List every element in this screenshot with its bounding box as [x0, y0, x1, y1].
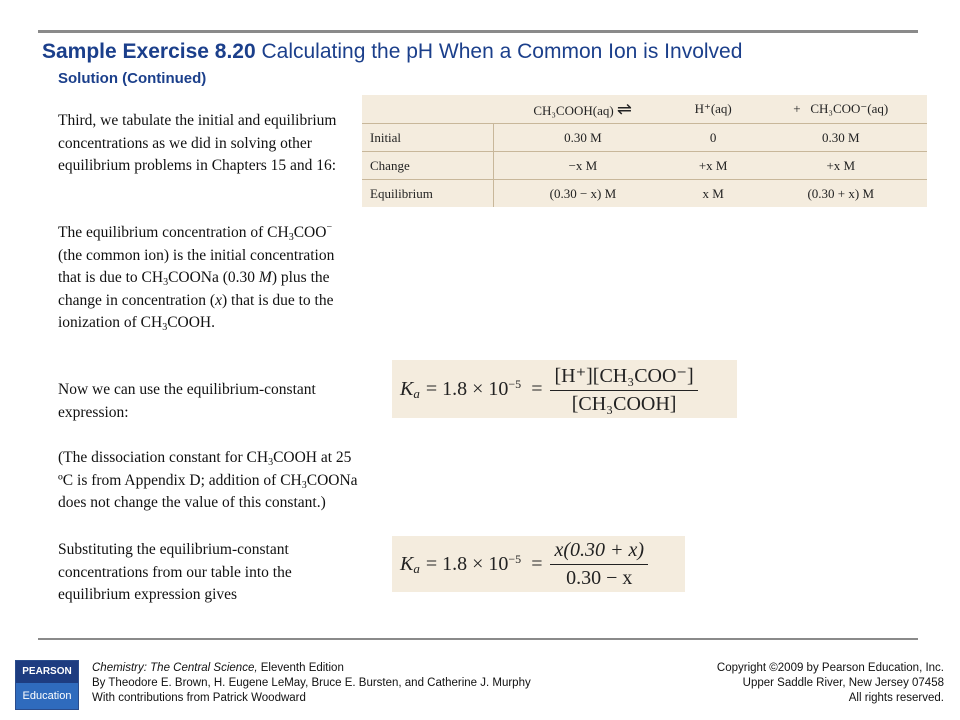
ice-table — [362, 95, 927, 207]
ka-symbol-2: $K_a$ — [400, 552, 420, 576]
paragraph-tabulate: Third, we tabulate the initial and equilibrium concentrations as we did in solving other equilibrium problems in Chapters 15 and 16: — [58, 112, 337, 174]
ka-value: = $1.8 \times 10^{-5}$ — [425, 376, 522, 400]
equation-ka-expression: $K_a$ = $1.8 \times 10^{-5}$ = $\frac{\text{[H⁺][CH₃COO⁻]}}{\text{[CH₃COOH]}}$ — [392, 360, 737, 418]
ice-header-product2: + CH₃COO⁻(aq) — [793, 101, 889, 116]
ka-fraction-2: $\frac{x(0.30 + x)}{0.30 - x}$ — [550, 539, 648, 590]
ice-row-change: Change −x M +x M +x M — [362, 152, 927, 180]
ice-row-equilibrium: Equilibrium (0.30 − x) M x M (0.30 + x) M — [362, 180, 927, 207]
ka-value-2: = $1.8 \times 10^{-5}$ — [425, 551, 522, 575]
ice-header-product1: H⁺(aq) — [694, 101, 732, 116]
top-divider — [38, 30, 918, 33]
footer-copyright: Copyright ©2009 by Pearson Education, Inc. Upper Saddle River, New Jersey 07458 All rights reserved. — [716, 662, 944, 704]
equation-ka-substituted: $K_a$ = $1.8 \times 10^{-5}$ = $\frac{x(0.30 + x)}{0.30 - x}$ — [392, 536, 685, 592]
slide-subtitle: Solution (Continued) — [58, 70, 207, 87]
slide-title: Sample Exercise 8.20 Calculating the pH When a Common Ion is Involved — [42, 40, 743, 63]
footer-book-info: Chemistry: The Central Science, Eleventh Edition By Theodore E. Brown, H. Eugene LeMay, Bruce E. Bursten, and Catherine J. Murphy With contributions from Patrick Woodward — [92, 662, 531, 704]
ka-fraction: $\frac{\text{[H⁺][CH₃COO⁻]}}{\text{[CH₃COOH]}}$ — [550, 363, 697, 416]
ice-row-initial: Initial 0.30 M 0 0.30 M — [362, 124, 927, 152]
ice-header-reactant: CH₃COOH(aq) ⇌ — [533, 98, 633, 119]
ice-header-row — [362, 95, 927, 124]
pearson-logo: PEARSON Education — [15, 660, 79, 710]
paragraph-substituting: Substituting the equilibrium-constant concentrations from our table into the equilibrium expression gives — [58, 541, 292, 603]
paragraph-equilibrium-expression: Now we can use the equilibrium-constant expression: — [58, 381, 316, 421]
ka-symbol: $K_a$ — [400, 377, 420, 401]
paragraph-common-ion: The equilibrium concentration of $CH_3COO^-$ (the common ion) is the initial concentration that is due to $CH_3COONa$ (0.30 M) plus the change in concentration (x) that is due to the ionization of $CH_3COOH$. — [58, 222, 335, 333]
bottom-divider — [38, 638, 918, 640]
paragraph-dissociation-constant: (The dissociation constant for $CH_3COOH$ at 25 ºC is from Appendix D; addition of $CH_3COONa$ does not change the value of this constant.) — [58, 449, 358, 511]
